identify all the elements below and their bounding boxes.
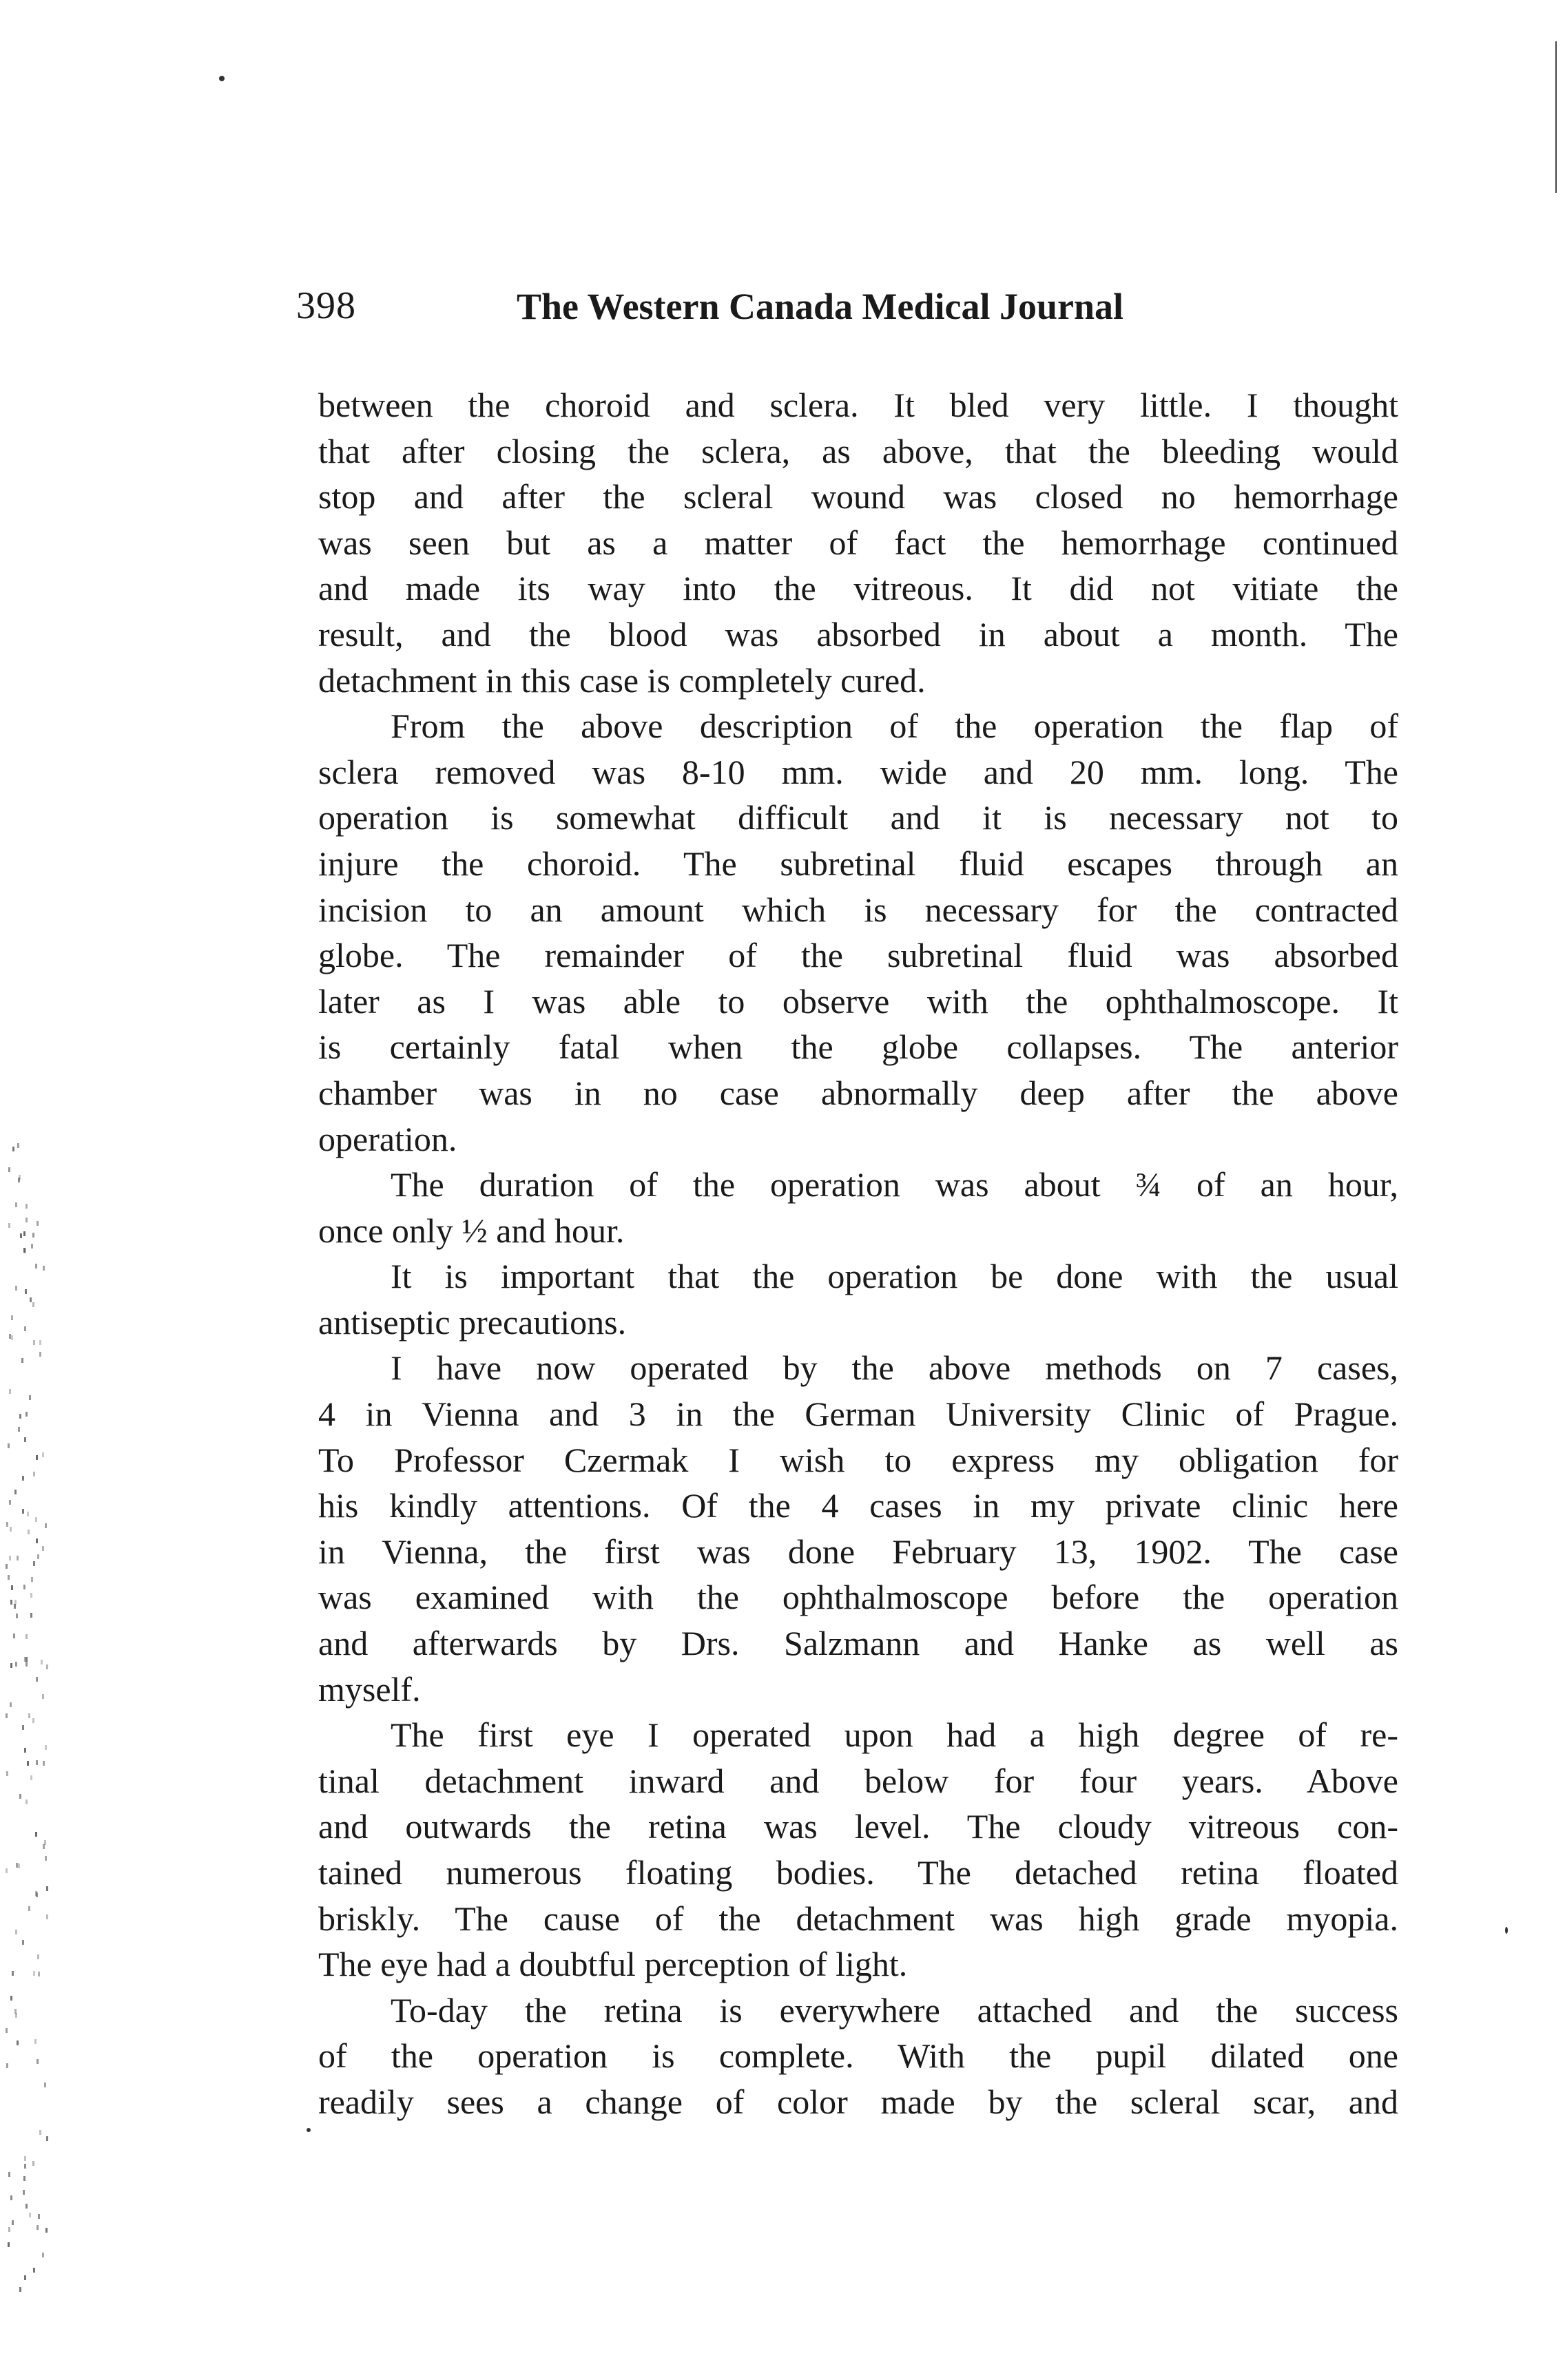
- scan-noise-dot: [36, 1760, 38, 1765]
- scan-noise-dot: [25, 2204, 28, 2209]
- scan-noise-dot: [44, 1840, 46, 1845]
- text-line: incision to an amount which is necessary for the contracted: [318, 890, 1398, 929]
- scan-noise-dot: [6, 1522, 8, 1527]
- scan-noise-dot: [24, 1326, 26, 1331]
- text-line: operation is somewhat difficult and it is necessary not to: [318, 798, 1398, 837]
- scan-noise-dot: [35, 1264, 37, 1269]
- text-line: globe. The remainder of the subretinal fluid was absorbed: [318, 936, 1398, 975]
- scan-noise-dot: [24, 2156, 26, 2161]
- scan-noise-dot: [22, 1509, 24, 1514]
- scan-noise-dot: [42, 1546, 44, 1551]
- scan-noise-dot: [10, 1600, 12, 1605]
- scan-noise-dot: [9, 1556, 11, 1560]
- scan-noise-dot: [45, 1523, 47, 1528]
- scan-noise-dot: [45, 1856, 47, 1861]
- scan-noise-dot: [8, 1223, 10, 1228]
- scan-edge-mark: [1555, 41, 1557, 193]
- text-line: tained numerous floating bodies. The detached retina floated: [318, 1853, 1398, 1892]
- scan-noise-dot: [6, 1564, 8, 1569]
- scan-noise-dot: [8, 1575, 10, 1580]
- scan-noise-dot: [15, 1202, 17, 1207]
- scan-noise-dot: [30, 1613, 32, 1618]
- scan-noise-dot: [25, 1634, 28, 1639]
- scan-noise-dot: [25, 1218, 28, 1222]
- scan-noise-dot: [13, 1633, 15, 1638]
- scan-noise-dot: [29, 1395, 31, 1400]
- scan-noise-dot: [17, 1143, 19, 1148]
- text-line: stop and after the scleral wound was closed no hemorrhage: [318, 477, 1398, 516]
- scan-noise-dot: [10, 1996, 12, 2001]
- text-line: myself.: [318, 1669, 421, 1709]
- text-line: The eye had a doubtful perception of light.: [318, 1945, 908, 1984]
- scan-speck: [307, 2128, 311, 2132]
- scan-noise-dot: [12, 2220, 14, 2225]
- text-line: injure the choroid. The subretinal fluid escapes through an: [318, 844, 1398, 883]
- scan-noise-dot: [39, 1340, 41, 1345]
- scan-noise-dot: [11, 1315, 13, 1320]
- scan-noise-dot: [46, 1886, 48, 1891]
- scan-noise-dot: [9, 1500, 11, 1505]
- scan-noise-dot: [16, 1863, 18, 1868]
- scan-noise-dot: [28, 1713, 30, 1718]
- scan-noise-dot: [41, 1660, 43, 1664]
- scan-noise-dot: [25, 1204, 28, 1209]
- scan-noise-dot: [20, 1233, 22, 1238]
- text-line: was examined with the ophthalmoscope before the operation: [318, 1578, 1398, 1617]
- scan-noise-dot: [6, 1771, 8, 1776]
- scan-noise-dot: [24, 1657, 26, 1662]
- scan-noise-dot: [22, 1725, 24, 1730]
- scan-noise-dot: [27, 1512, 29, 1516]
- scan-noise-dot: [25, 1662, 28, 1667]
- scan-noise-dot: [33, 1340, 35, 1345]
- scan-noise-dot: [9, 1389, 11, 1394]
- text-line: result, and the blood was absorbed in about a month. The: [318, 614, 1398, 654]
- scan-noise-dot: [21, 1358, 23, 1363]
- text-line: between the choroid and sclera. It bled very little. I thought: [318, 386, 1398, 424]
- scan-noise-dot: [8, 2227, 10, 2232]
- scan-noise-dot: [36, 1538, 38, 1543]
- scan-noise-dot: [18, 1427, 20, 1432]
- scan-noise-dot: [10, 1663, 12, 1668]
- scan-noise-dot: [14, 1604, 16, 1609]
- scan-noise-dot: [23, 1585, 25, 1589]
- scan-noise-dot: [30, 1775, 32, 1780]
- text-line: later as I was able to observe with the ophthalmoscope. It: [318, 981, 1398, 1021]
- scan-noise-dot: [15, 2013, 17, 2018]
- scan-noise-dot: [37, 2059, 39, 2064]
- scan-noise-dot: [33, 2268, 35, 2273]
- scan-noise-dot: [46, 2136, 48, 2141]
- scan-noise-dot: [34, 2039, 37, 2044]
- scan-noise-dot: [19, 1414, 21, 1419]
- scan-noise-dot: [46, 1664, 48, 1669]
- scan-noise-dot: [29, 2213, 31, 2217]
- text-line: that after closing the sclera, as above, that the bleeding would: [318, 431, 1398, 470]
- scan-noise-dot: [27, 1761, 29, 1766]
- text-line: The duration of the operation was about ¾ of an hour,: [391, 1165, 1398, 1204]
- text-line: To Professor Czermak I wish to express my obligation for: [318, 1440, 1398, 1479]
- scan-noise-dot: [8, 2242, 10, 2247]
- scan-noise-dot: [10, 1527, 12, 1532]
- scan-noise-dot: [23, 1231, 25, 1236]
- text-line: his kindly attentions. Of the 4 cases in my private clinic here: [318, 1486, 1398, 1525]
- scan-noise-dot: [8, 1443, 10, 1448]
- scan-noise-dot: [17, 2040, 19, 2045]
- scan-noise-dot: [33, 1561, 35, 1566]
- text-line: sclera removed was 8-10 mm. wide and 20 mm. long. The: [318, 752, 1398, 791]
- scan-noise-dot: [12, 1147, 14, 1151]
- scan-noise-dot: [37, 1954, 39, 1959]
- body-text: [318, 382, 1398, 2125]
- scan-noise-dot: [19, 1794, 21, 1799]
- scan-noise-dot: [22, 1476, 24, 1481]
- scan-speck: [219, 76, 225, 81]
- scan-noise-dot: [31, 1244, 33, 1249]
- text-line: was seen but as a matter of fact the hemorrhage continued: [318, 523, 1398, 562]
- scan-noise-dot: [32, 2161, 34, 2166]
- scan-noise-dot: [15, 1662, 17, 1667]
- scan-noise-dot: [36, 1677, 38, 1682]
- text-line: I have now operated by the above methods on 7 cases,: [391, 1348, 1398, 1388]
- scan-speck: [1505, 1927, 1508, 1934]
- scan-noise-dot: [28, 1906, 30, 1911]
- scan-noise-dot: [31, 1577, 33, 1582]
- page-header: [296, 284, 1254, 339]
- text-line: detachment in this case is completely cured.: [318, 660, 926, 700]
- scan-noise-dot: [8, 2172, 10, 2177]
- text-line: readily sees a change of color made by the scleral scar, and: [318, 2082, 1398, 2121]
- scan-noise-dot: [24, 1748, 26, 1753]
- scan-noise-dot: [19, 2287, 21, 2292]
- scan-noise-dot: [24, 2164, 26, 2169]
- scan-noise-dot: [46, 1914, 48, 1919]
- scan-noise-dot: [23, 1248, 25, 1253]
- scan-noise-dot: [6, 2063, 8, 2068]
- scan-noise-dot: [43, 1761, 45, 1766]
- scan-noise-dot: [9, 1334, 11, 1339]
- scan-noise-dot: [30, 1593, 32, 1598]
- scan-noise-dot: [6, 1713, 8, 1718]
- scan-noise-dot: [42, 1694, 44, 1699]
- text-line: antiseptic precautions.: [318, 1302, 627, 1342]
- scan-noise-dot: [30, 1297, 32, 1302]
- text-line: briskly. The cause of the detachment was high grade myopia.: [318, 1899, 1398, 1938]
- text-line: It is important that the operation be done with the usual: [391, 1257, 1398, 1296]
- scan-noise-dot: [25, 1799, 28, 1804]
- scan-noise-dot: [37, 1221, 39, 1226]
- scan-noise-dot: [32, 1302, 34, 1307]
- scan-noise-dot: [32, 1718, 34, 1723]
- scan-noise-dot: [6, 1868, 8, 1873]
- scan-noise-dot: [14, 1490, 17, 1494]
- scan-noise-dot: [39, 2130, 41, 2135]
- text-line: is certainly fatal when the globe collapses. The anterior: [318, 1027, 1398, 1067]
- scan-noise-dot: [24, 2275, 26, 2280]
- scan-noise-dot: [16, 1614, 18, 1618]
- text-line: chamber was in no case abnormally deep after the above: [318, 1073, 1398, 1112]
- scan-noise-dot: [43, 1844, 45, 1849]
- scan-noise-dot: [15, 1930, 17, 1934]
- scan-noise-dot: [6, 2028, 8, 2033]
- running-title: The Western Canada Medical Journal: [517, 286, 1124, 327]
- text-line: 4 in Vienna and 3 in the German University Clinic of Prague.: [318, 1395, 1398, 1434]
- scan-noise-dot: [37, 2225, 39, 2230]
- scan-noise-dot: [28, 1530, 30, 1534]
- text-line: once only ½ and hour.: [318, 1211, 625, 1250]
- scan-noise-dot: [23, 2190, 25, 2195]
- text-line: and made its way into the vitreous. It did not vitiate the: [318, 569, 1398, 608]
- scan-noise-dot: [18, 1864, 20, 1868]
- scan-noise-dot: [8, 1167, 10, 1172]
- scan-noise-dot: [22, 1940, 24, 1945]
- scan-noise-dot: [44, 2082, 46, 2087]
- scan-noise-dot: [39, 1352, 41, 1357]
- scan-noise-dot: [32, 1233, 34, 1238]
- scan-noise-dot: [33, 1472, 35, 1476]
- scan-noise-dot: [25, 1289, 27, 1294]
- scan-noise-dot: [24, 1437, 26, 1442]
- scan-noise-dot: [43, 1266, 45, 1271]
- scan-noise-dot: [12, 1971, 14, 1976]
- text-line: and afterwards by Drs. Salzmann and Hanke as well as: [318, 1624, 1398, 1663]
- scan-noise-dot: [37, 1554, 39, 1559]
- text-line: To-day the retina is everywhere attached and the success: [391, 1990, 1398, 2029]
- text-line: The first eye I operated upon had a high degree of re-: [391, 1715, 1398, 1755]
- scan-noise-dot: [10, 2195, 12, 2200]
- text-line: of the operation is complete. With the pupil dilated one: [318, 2036, 1398, 2076]
- scan-noise-dot: [42, 1452, 44, 1457]
- scan-noise-dot: [35, 1832, 37, 1837]
- scan-noise-dot: [33, 1971, 35, 1976]
- scan-noise-dot: [11, 1335, 13, 1340]
- scan-noise-dot: [14, 2009, 17, 2014]
- scan-noise-dot: [17, 1556, 19, 1560]
- scan-noise-dot: [23, 2176, 25, 2181]
- scan-noise-dot: [45, 1745, 47, 1750]
- scan-noise-dot: [15, 1286, 17, 1291]
- scan-margin-noise: [6, 1143, 54, 2328]
- text-line: in Vienna, the first was done February 13, 1902. The case: [318, 1532, 1398, 1571]
- text-line: operation.: [318, 1119, 457, 1158]
- scan-noise-dot: [42, 2253, 44, 2257]
- scan-noise-dot: [36, 1455, 38, 1460]
- scan-noise-dot: [10, 1702, 12, 1707]
- scan-noise-dot: [35, 1891, 37, 1896]
- scan-noise-dot: [45, 2228, 48, 2233]
- text-line: From the above description of the operation the flap of: [391, 707, 1398, 746]
- scan-noise-dot: [19, 1175, 21, 1180]
- scan-noise-dot: [38, 2214, 40, 2219]
- text-line: and outwards the retina was level. The cloudy vitreous con-: [318, 1807, 1398, 1846]
- scan-noise-dot: [11, 1585, 13, 1590]
- text-line: tinal detachment inward and below for four years. Above: [318, 1761, 1398, 1800]
- page-number: 398: [296, 284, 356, 327]
- scan-noise-dot: [14, 1600, 17, 1605]
- scan-noise-dot: [25, 1412, 28, 1417]
- scan-noise-dot: [38, 1972, 40, 1976]
- scan-noise-dot: [35, 1517, 37, 1522]
